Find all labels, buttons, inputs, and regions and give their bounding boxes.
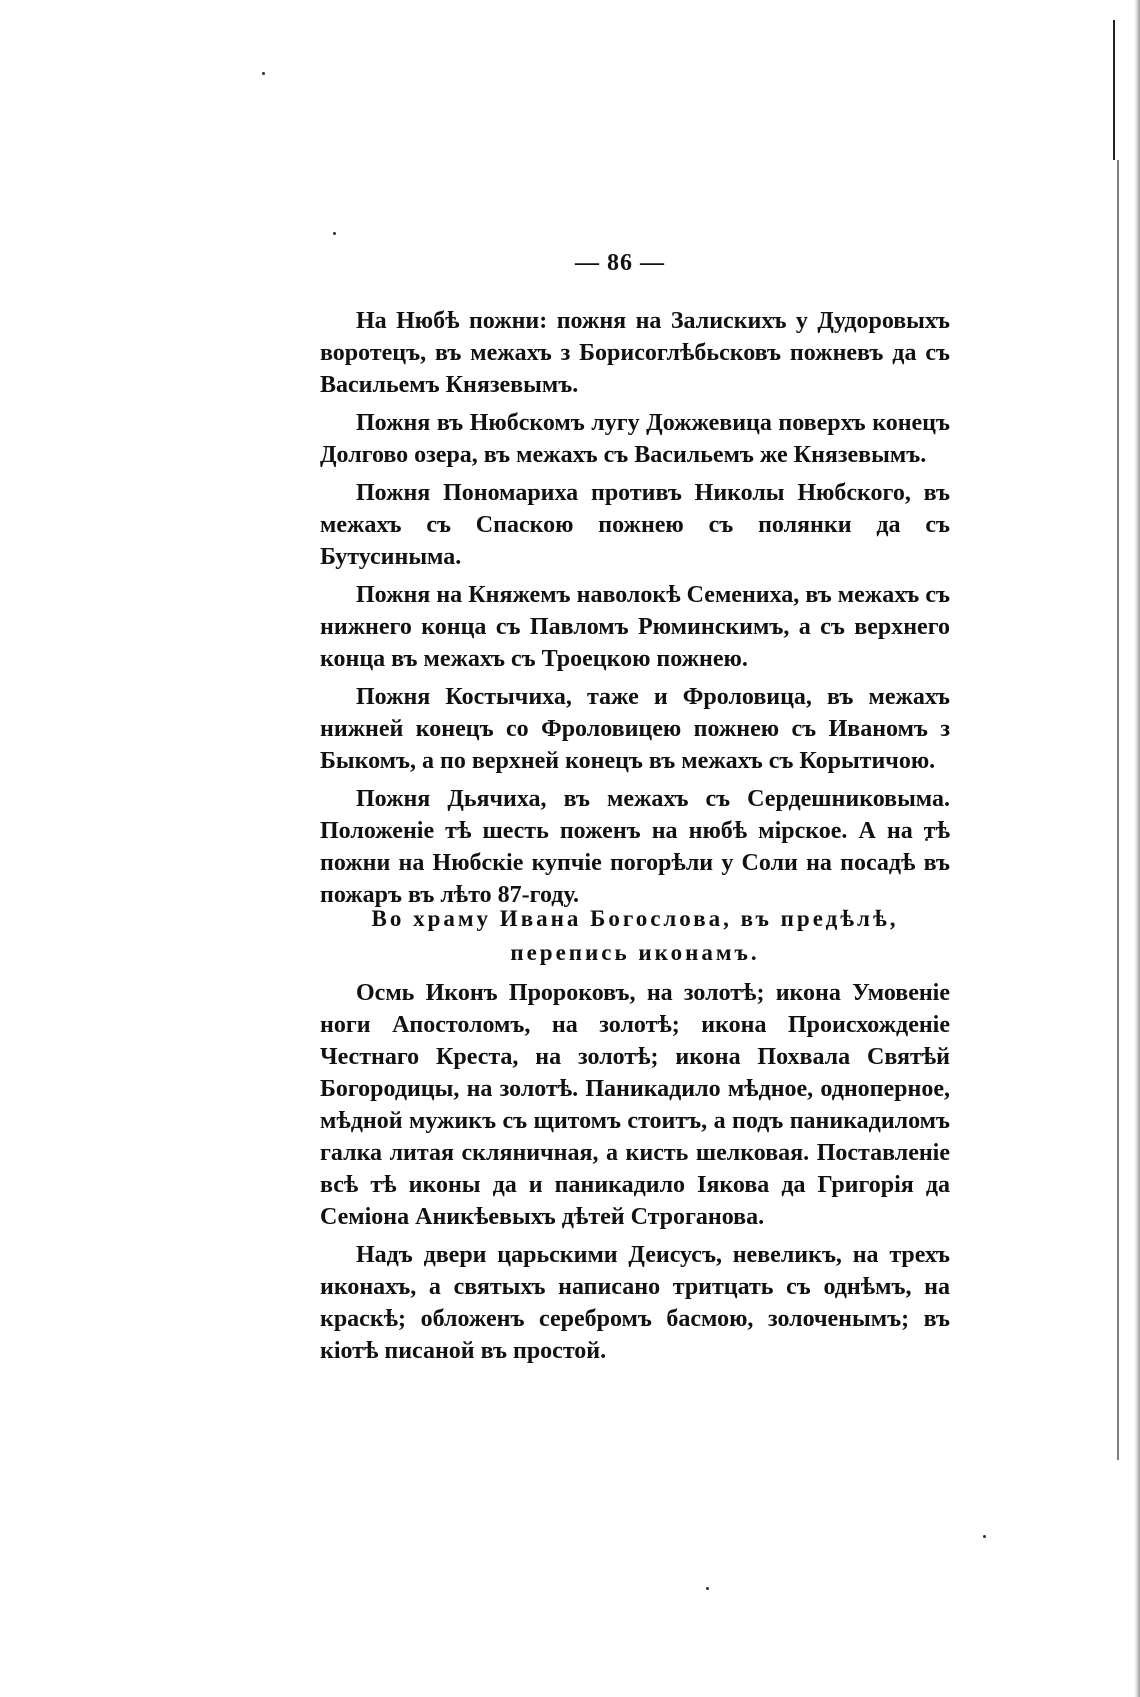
scan-artifact-line bbox=[1117, 160, 1119, 1460]
speck bbox=[262, 72, 265, 75]
paragraph: Пожня на Княжемъ наволокѣ Семениха, въ межахъ съ нижнего конца съ Павломъ Рюминскимъ, а съ верхнего конца въ межахъ съ Троецкою пожнею. bbox=[320, 582, 950, 672]
text-section-icons bbox=[320, 977, 950, 1373]
paragraph: Пожня въ Нюбскомъ лугу Дожжевица поверхъ конецъ Долгово озера, въ межахъ съ Васильемъ же Князевымъ. bbox=[320, 410, 950, 468]
speck bbox=[983, 1535, 986, 1538]
scan-edge bbox=[1134, 0, 1140, 1697]
scan-artifact-line bbox=[1113, 20, 1115, 160]
paragraph: Осмь Иконъ Пророковъ, на золотѣ; икона Умовеніе ноги Апостоломъ, на золотѣ; икона Происхожденіе Честнаго Креста, на золотѣ; икона Похвала Святѣй Богородицы, на золотѣ. Паникадило мѣдное, одноперное, мѣдной мужикъ съ щитомъ стоитъ, а подъ паникадиломъ галка литая скляничная, а кисть шелковая. Поставленіе всѣ тѣ иконы да и паникадило Іякова да Григорія да Семіона Аникѣевыхъ дѣтей Строганова. bbox=[320, 980, 950, 1230]
section-heading: Во храму Ивана Богослова, въ предѣлѣ, перепись иконамъ. bbox=[371, 906, 899, 965]
paragraph: Пожня Пономариха противъ Николы Нюбского, въ межахъ съ Спаскою пожнею съ полянки да съ Бутусиныма. bbox=[320, 480, 950, 570]
paragraph: Пожня Дьячиха, въ межахъ съ Сердешниковыма. Положеніе тѣ шесть поженъ на нюбѣ мірское. А на тѣ пожни на Нюбскіе купчіе погорѣли у Соли на посадѣ въ пожаръ въ лѣто 87-году. bbox=[320, 786, 950, 908]
page-number: — 86 — bbox=[575, 250, 665, 276]
speck bbox=[706, 1587, 709, 1590]
speck bbox=[333, 232, 336, 235]
paragraph: Пожня Костычиха, таже и Фроловица, въ межахъ нижней конецъ со Фроловицею пожнею съ Иваномъ з Быкомъ, а по верхней конецъ въ межахъ съ Корытичою. bbox=[320, 684, 950, 774]
paragraph: Надъ двери царьскими Деисусъ, невеликъ, на трехъ иконахъ, а святыхъ написано тритцать съ однѣмъ, на краскѣ; обложенъ серебромъ басмою, золоченымъ; въ кіотѣ писаной въ простой. bbox=[320, 1242, 950, 1364]
paragraph: На Нюбѣ пожни: пожня на Залискихъ у Дудоровыхъ воротецъ, въ межахъ з Борисоглѣбьсковъ пожневъ да съ Васильемъ Князевымъ. bbox=[320, 308, 950, 398]
text-section-meadows bbox=[320, 305, 950, 917]
